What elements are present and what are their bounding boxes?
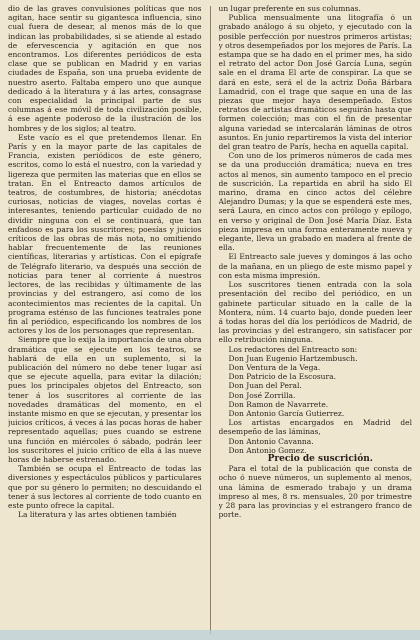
paragraph: El Entreacto sale jueves y domingos á las ocho de la mañana, en un pliego de este mismo papel y con esta misma impresión. xyxy=(218,252,412,280)
column-divider xyxy=(210,6,211,634)
text-columns xyxy=(8,4,412,636)
paragraph: Los redactores del Entreacto son: xyxy=(228,344,358,354)
editor-name: Don José Zorrilla. xyxy=(228,390,296,400)
paragraph: Con uno de los primeros números de cada mes se da una producción dramática; nueva en tres actos al menos, sin aumento tampoco en el precio de suscrición. La repartida en abril ha sido El marino, drama en cinco actos del célebre Alejandro Dumas; y la que se espenderá este mes, será Laura, en cinco actos con prólogo y epílogo, en verso y original de Don José María Díaz. Esta pieza impresa en una forma enteramente nueva y elegante, lleva un grabado en madera al frente de ella. xyxy=(218,151,412,253)
artists-list xyxy=(219,437,413,455)
paragraph: Publica mensualmente una litografía ó un grabado análogo á su objeto, y ejecutado con la posible perfección por nuestros primeros artistas; y otros desempeñados por los mejores de París. La estampa que se ha dado en el primer mes, ha sido el retrato del actor Don José García Luna, según sale en el drama El arte de conspirar. La que se dará en este, será el de la actriz Doña Bárbara Lamadrid, con el trage que saque en una de las piezas que mejor haya desempeñado. Estos retratos de artistas dramáticos seguirán hasta que formen colección; mas con el fin de presentar alguna variedad se intercalarán láminas de otros asuntos. En junio repartiremos la vista del interior del gran teatro de París, hecha en aquella capital. xyxy=(218,13,412,152)
right-column xyxy=(219,4,413,636)
artist-name: Don Antonio Cavanna. xyxy=(228,436,314,446)
price-heading: Precio de suscrición. xyxy=(267,453,373,464)
paragraph: También se ocupa el Entreacto de todas las diversiones y espectáculos públicos y particulares que por su género lo permiten; no descuidando el tener á sus lectores al corriente de todo cuanto en este punto ofrece la capital. xyxy=(8,464,202,510)
paragraph: La literatura y las artes obtienen también xyxy=(18,510,177,520)
editor-name: Don Patricio de la Escosura. xyxy=(228,372,336,382)
artist-name: Don Antonio Gomez. xyxy=(228,445,307,455)
editor-name: Don Ramon de Navarrete. xyxy=(228,399,329,409)
left-column xyxy=(8,4,202,636)
paragraph: dio de las graves convulsiones políticas que nos agitan, hace sentir su gigantesca influencia, sino cual fuera de desear, al menos más de lo que indican las probabilidades, si se atiende al estado de efervescencia y agitación en que nos encontramos. Los diferentes periódicos de esta clase que se publican en Madrid y en varias ciudades de España, son una prueba evidente de nuestro aserto. Faltaba empero uno que aunque dedicado á la literatura y á las artes, consagrase con especialidad la principal parte de sus columnas á ese móvil de toda civilización posible, á ese agente poderoso de la ilustración de los hombres y de los siglos; al teatro. xyxy=(8,4,202,133)
editor-name: Don Juan Eugenio Hartzembusch. xyxy=(228,353,358,363)
editor-name: Don Juan del Peral. xyxy=(228,381,302,391)
paragraph: Los suscritores tienen entrada con la sola presentación del recibo del periódico, en un gabinete particular situado en la calle de la Montera, núm. 14 cuarto bajo, donde pueden leer á todas horas del día los periódicos de Madrid, de las provincias y del estrangero, sin satisfacer por ello retribución ninguna. xyxy=(218,280,412,345)
editor-name: Don Antonio García Gutierrez. xyxy=(228,408,345,418)
editors-list xyxy=(219,354,413,418)
paragraph: Los artistas encargados en Madrid del desempeño de las láminas, xyxy=(218,418,412,437)
price-paragraph: Para el total de la publicación que consta de ocho ó nueve números, un suplemento al menos, una lámina de esmerado trabajo y un drama impreso al mes, 8 rs. mensuales, 20 por trimestre y 28 para las provincias y el estrangero franco de porte. xyxy=(218,464,412,520)
editor-name: Don Ventura de la Vega. xyxy=(228,362,321,372)
scan-edge-stripe xyxy=(0,630,420,640)
paragraph: un lugar preferente en sus columnas. xyxy=(218,4,361,13)
paragraph: Este vacío es el que pretendemos llenar. En París y en la mayor parte de las capitales de Francia, existen periódicos de este género, escritos, como lo está el nuestro, con la variedad y ligereza que permiten las materias que en ellos se tratan. En el Entreacto damos artículos de teatros, de costumbres, de historia; anécdotas curiosas, noticias de viages, novelas cortas é interesantes, teniendo particular cuidado de no dividir ninguna con el se continuará, que tan enfadoso es para los suscritores; poesías y juicios críticos de las obras de más nota, no omitiendo hablar frecuentemente de las reuniones científicas, literarias y artísticas. Con el epígrafe de Telégrafo literario, va después una sección de noticias para tener al corriente á nuestros lectores, de las recibidas y últimamente de las provincias y del estrangero, así como de los acontecimientos mas recientes de la capital. Un programa esténso de las funciones teatrales pone fin al periódico, especificando los nombres de los actores y los de los personages que representan. xyxy=(8,132,202,336)
paragraph: Siempre que lo exija la importancia de una obra dramática que se ejecute en los teatros, se hablará de ella en un suplemento, si la publicación del número no debe tener lugar así que se ejecute aquella, para evitar la dilación; pues los principales objetos del Entreacto, son tener á los suscritores al corriente de las novedades dramáticas del momento, en el instante mismo en que se ejecutan, y presentar los juicios críticos, á veces á las pocas horas de haber representado aquellas; pues cuando se estrene una función en miércoles ó sábado, podrán leer los suscritores el juicio crítico de ella á las nueve horas de haberse estrenado. xyxy=(8,335,202,464)
